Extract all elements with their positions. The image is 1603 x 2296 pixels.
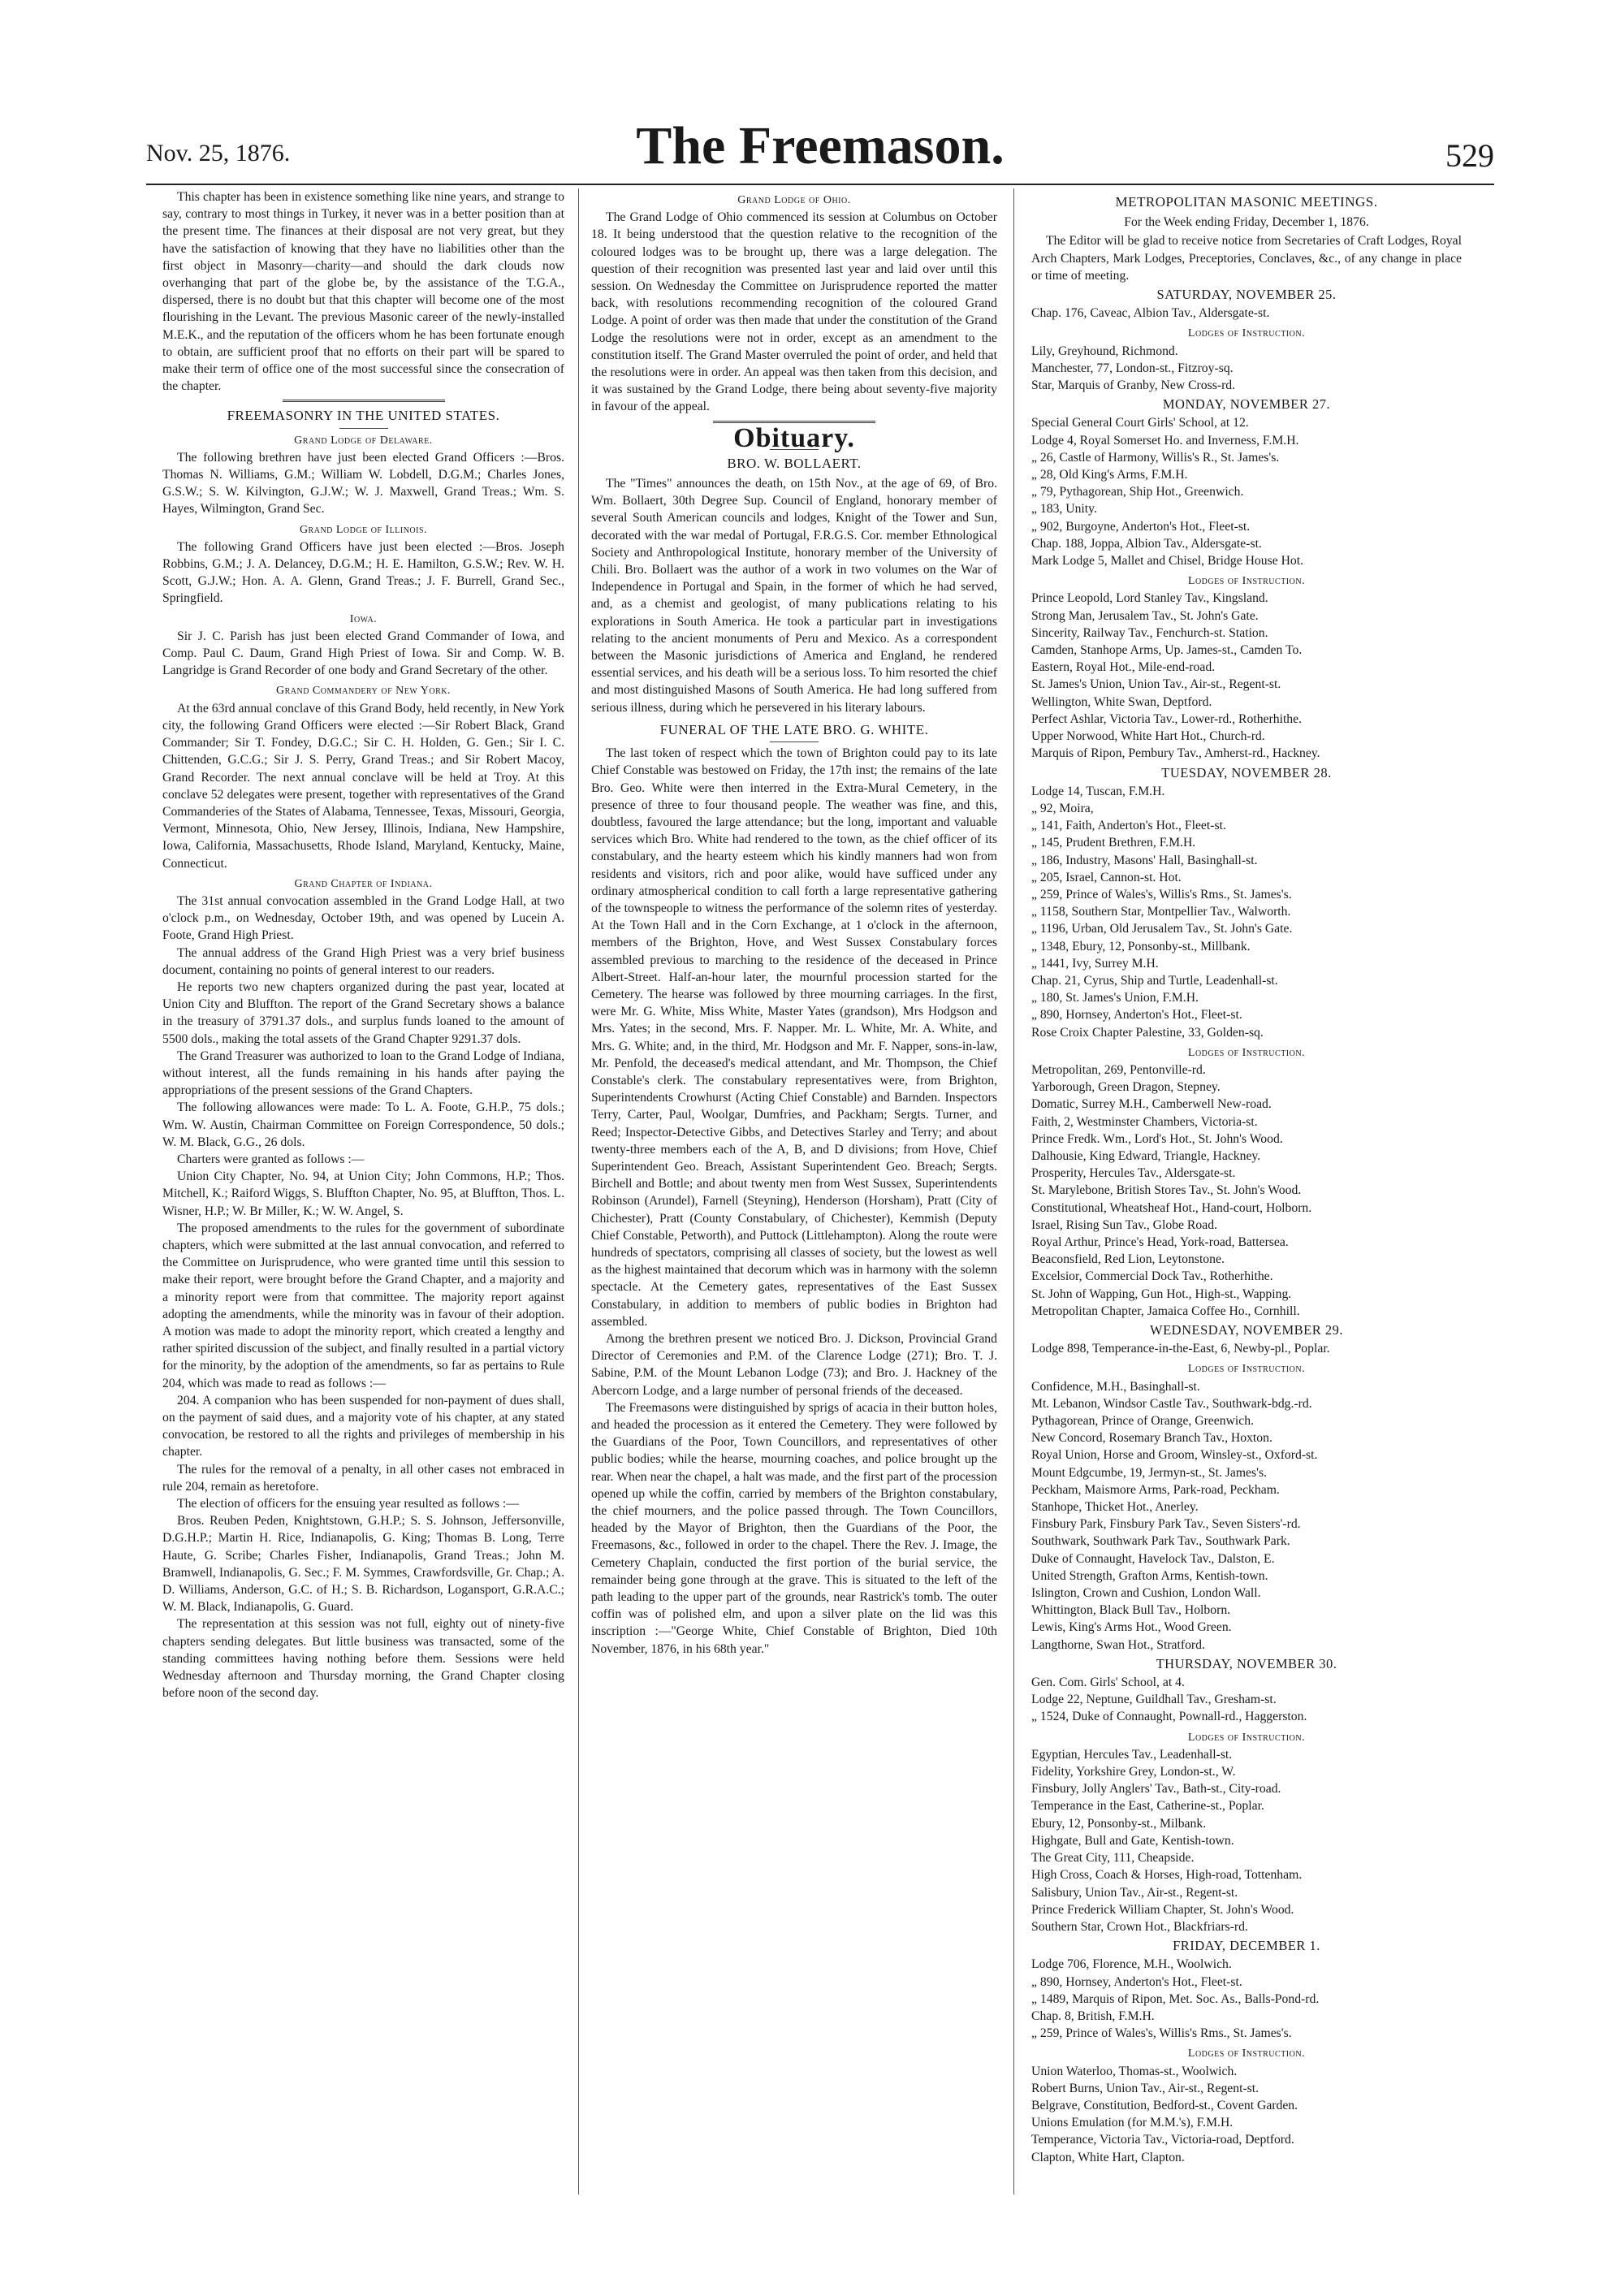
lodges-of-instruction-label: Lodges of Instruction. <box>1187 327 1306 340</box>
instruction-list <box>1031 343 1462 395</box>
column-1 <box>162 188 564 1701</box>
article-paragraph: The following allowances were made: To L. A. Foote, G.H.P., 75 dols.; Wm. W. Austin, Chairman Committee on Foreign Correspondence, 50 dols.; W. M. Black, G.G., 26 dols. <box>162 1100 564 1149</box>
meeting-entry: „ 1441, Ivy, Surrey M.H. <box>1031 956 1159 971</box>
meeting-entry: The Great City, 111, Cheapside. <box>1031 1851 1195 1866</box>
subheading-new-york: Grand Commandery of New York. <box>275 685 452 698</box>
meeting-entry: Mark Lodge 5, Mallet and Chisel, Bridge House Hot. <box>1031 554 1304 569</box>
subheading-illinois: Grand Lodge of Illinois. <box>299 523 428 536</box>
instruction-list <box>1031 590 1462 762</box>
editor-note: The Editor will be glad to receive notice from Secretaries of Craft Lodges, Royal Arch Chapters, Mark Lodges, Preceptories, Conclaves, &c., of any change in place or time of meeting. <box>1031 234 1462 283</box>
meeting-entry: Southern Star, Crown Hot., Blackfriars-rd. <box>1031 1919 1248 1934</box>
meeting-entry: „ 26, Castle of Harmony, Willis's R., St. James's. <box>1031 450 1280 465</box>
meeting-entry: Eastern, Royal Hot., Mile-end-road. <box>1031 660 1216 675</box>
column-rule-1 <box>578 188 579 2194</box>
meeting-entry: Temperance, Victoria Tav., Victoria-road, Deptford. <box>1031 2133 1294 2147</box>
meeting-list <box>1031 305 1462 322</box>
article-paragraph: Sir J. C. Parish has just been elected Grand Commander of Iowa, and Comp. Paul C. Daum, Grand High Priest of Iowa. Sir and Comp. W. B. Langridge is Grand Recorder of one body and Grand Secretary of the other. <box>162 629 564 678</box>
meeting-entry: Israel, Rising Sun Tav., Globe Road. <box>1031 1217 1217 1232</box>
meeting-entry: Stanhope, Thicket Hot., Anerley. <box>1031 1500 1199 1515</box>
article-paragraph: The election of officers for the ensuing year resulted as follows :— <box>177 1497 519 1511</box>
meeting-entry: „ 205, Israel, Cannon-st. Hot. <box>1031 870 1182 884</box>
meeting-entry: Excelsior, Commercial Dock Tav., Rotherhithe. <box>1031 1269 1273 1284</box>
meeting-entry: Lodge 898, Temperance-in-the-East, 6, Newby-pl., Poplar. <box>1031 1342 1330 1356</box>
meeting-entry: United Strength, Grafton Arms, Kentish-town. <box>1031 1568 1268 1583</box>
meeting-entry: Faith, 2, Westminster Chambers, Victoria-st. <box>1031 1114 1258 1129</box>
day-heading-monday: MONDAY, NOVEMBER 27. <box>1162 396 1331 413</box>
article-paragraph: The Grand Lodge of Ohio commenced its session at Columbus on October 18. It being understood that the question relative to the recognition of the coloured lodges was to be brought up, there was a large delegation. The question of their recognition was presented last year and laid over until this session. On Wednesday the Committee on Jurisprudence reported the matter back, with resolutions recommending recognition of the coloured Grand Lodge. A point of order was then made that under the constitution of the Grand Lodge the resolutions were not in order, except as an amendment to the constitution itself. The Grand Master overruled the point of order, and held that the resolutions were in order. An appeal was then taken from this decision, and it was sustained by the Grand Lodge, there being about seventy-five majority in favour of the appeal. <box>591 210 997 414</box>
section-rule <box>283 400 445 402</box>
instruction-list <box>1031 1062 1462 1320</box>
instruction-list <box>1031 1746 1462 1935</box>
day-heading-saturday: SATURDAY, NOVEMBER 25. <box>1156 287 1337 303</box>
subheading-iowa: Iowa. <box>349 612 378 625</box>
meeting-entry: Robert Burns, Union Tav., Air-st., Regent-st. <box>1031 2081 1260 2095</box>
meeting-entry: Highgate, Bull and Gate, Kentish-town. <box>1031 1833 1234 1848</box>
meeting-entry: Royal Arthur, Prince's Head, York-road, Battersea. <box>1031 1234 1289 1249</box>
meeting-entry: Clapton, White Hart, Clapton. <box>1031 2150 1185 2164</box>
meeting-entry: Domatic, Surrey M.H., Camberwell New-road. <box>1031 1097 1272 1112</box>
article-paragraph: The following Grand Officers have just been elected :—Bros. Joseph Robbins, G.M.; J. A. Delancey, D.G.M.; H. E. Hamilton, G.S.W.; Rev. W. H. Scott, G.J.W.; Hon. A. A. Glenn, Grand Treas.; J. F. Burrell, Grand Sec., Springfield. <box>162 539 564 606</box>
meeting-entry: Southwark, Southwark Park Tav., Southwark Park. <box>1031 1534 1290 1549</box>
column-2 <box>591 188 997 1658</box>
meeting-entry: Camden, Stanhope Arms, Up. James-st., Camden To. <box>1031 643 1303 658</box>
lodges-of-instruction-label: Lodges of Instruction. <box>1187 1731 1306 1744</box>
article-paragraph: The following brethren have just been elected Grand Officers :—Bros. Thomas N. Williams, G.M.; William W. Lobdell, D.G.M.; Charles Jones, G.S.W.; S. W. Kilvington, G.J.W.; W. J. Maxwell, Grand Treas.; Wm. S. Hayes, Wilmington, Grand Sec. <box>162 450 564 517</box>
article-paragraph: Bros. Reuben Peden, Knightstown, G.H.P.; S. S. Johnson, Jeffersonville, D.G.H.P.; Martin H. Rice, Indianapolis, G. King; Thomas B. Long, Terre Haute, G. Scribe; Charles Fisher, Indianapolis, Grand Treas.; John M. Bramwell, Indianapolis, G. Sec.; F. M. Symmes, Crawfordsville, Gr. Chap.; A. D. Williams, Anderson, G.C. of H.; S. B. Richardson, Logansport, G.R.A.C.; W. M. Black, Indianapolis, G. Guard. <box>162 1514 564 1615</box>
article-paragraph: The "Times" announces the death, on 15th Nov., at the age of 69, of Bro. Wm. Bollaert, 30th Degree Sup. Council of England, honorary member of several South American councils and lodges, Knight of the Tower and Sun, decorated with the war medal of Portugal, F.R.G.S. Cor. member Ethnological Society and Anthropological Institute, honorary member of the University of Chili. Bro. Bollaert was the author of a work in two volumes on the War of Independence in Portugal and Spain, in the former of which he had served, and, as a chemist and geologist, of many publications relating to his explorations in South America. He took a particular part in investigations relating to the ancient monuments of Peru and Mexico. As a correspondent between the Masonic jurisdictions of America and England, he rendered essential services, and his death will be a serious loss. To him resorted the chief and most distinguished Masons of South America. He had long suffered from serious illness, during which he persevered in his literary labours. <box>591 477 997 715</box>
meeting-entry: Confidence, M.H., Basinghall-st. <box>1031 1379 1200 1394</box>
meeting-entry: „ 28, Old King's Arms, F.M.H. <box>1031 468 1188 482</box>
masthead-rule <box>146 184 1494 185</box>
meeting-entry: New Concord, Rosemary Branch Tav., Hoxton. <box>1031 1431 1272 1446</box>
lodges-of-instruction-label: Lodges of Instruction. <box>1187 2047 1306 2060</box>
instruction-list <box>1031 1378 1462 1654</box>
issue-date: Nov. 25, 1876. <box>146 140 291 166</box>
article-paragraph: Union City Chapter, No. 94, at Union City; John Commons, H.P.; Thos. Mitchell, K.; Raiford Wiggs, S. Bluffton Chapter, No. 95, at Bluffton, Thos. L. Wisner, H.P.; W. Br Miller, K.; W. W. Angel, S. <box>162 1170 564 1218</box>
meeting-entry: Dalhousie, King Edward, Triangle, Hackney. <box>1031 1148 1261 1163</box>
article-paragraph: The 31st annual convocation assembled in the Grand Lodge Hall, at two o'clock p.m., on Wednesday, October 19th, and was opened by Lucein A. Foote, Grand High Priest. <box>162 893 564 943</box>
meeting-entry: „ 890, Hornsey, Anderton's Hot., Fleet-st. <box>1031 1008 1242 1023</box>
meeting-entry: St. James's Union, Union Tav., Air-st., Regent-st. <box>1031 677 1281 692</box>
meeting-list <box>1031 1674 1462 1726</box>
meeting-entry: Gen. Com. Girls' School, at 4. <box>1031 1676 1185 1690</box>
meeting-entry: „ 145, Prudent Brethren, F.M.H. <box>1031 836 1196 850</box>
meeting-entry: Langthorne, Swan Hot., Stratford. <box>1031 1637 1205 1652</box>
meeting-entry: „ 186, Industry, Masons' Hall, Basinghall-st. <box>1031 853 1258 867</box>
meeting-entry: Special General Court Girls' School, at 12. <box>1031 416 1249 430</box>
article-heading-funeral: FUNERAL OF THE LATE BRO. G. WHITE. <box>659 721 929 737</box>
meeting-list <box>1031 783 1462 1041</box>
meetings-heading: METROPOLITAN MASONIC MEETINGS. <box>1115 194 1378 210</box>
meeting-entry: Prince Leopold, Lord Stanley Tav., Kingsland. <box>1031 591 1268 606</box>
obituary-heading: Obituary. <box>733 422 855 453</box>
meeting-entry: „ 183, Unity. <box>1031 502 1097 517</box>
meeting-entry: Rose Croix Chapter Palestine, 33, Golden-sq. <box>1031 1025 1264 1040</box>
meeting-entry: High Cross, Coach & Horses, High-road, Tottenham. <box>1031 1868 1303 1883</box>
article-paragraph: Charters were granted as follows :— <box>177 1152 365 1166</box>
day-heading-thursday: THURSDAY, NOVEMBER 30. <box>1156 1655 1337 1671</box>
meeting-entry: Wellington, White Swan, Deptford. <box>1031 694 1212 709</box>
meeting-entry: Unions Emulation (for M.M.'s), F.M.H. <box>1031 2116 1234 2130</box>
meeting-entry: Chap. 176, Caveac, Albion Tav., Aldersgate-st. <box>1031 306 1270 321</box>
article-heading-us: FREEMASONRY IN THE UNITED STATES. <box>227 408 500 424</box>
article-paragraph: 204. A companion who has been suspended for non-payment of dues shall, on the payment of said dues, and a majority vote of his chapter, at any stated convocation, be restored to all the rights and privileges of membership in his chapter. <box>162 1393 564 1459</box>
article-paragraph: The annual address of the Grand High Priest was a very brief business document, containing no points of general interest to our readers. <box>162 945 564 977</box>
meeting-entry: Duke of Connaught, Havelock Tav., Dalston, E. <box>1031 1551 1275 1566</box>
meeting-entry: „ 1524, Duke of Connaught, Pownall-rd., Haggerston. <box>1031 1710 1307 1724</box>
meeting-entry: Chap. 21, Cyrus, Ship and Turtle, Leadenhall-st. <box>1031 973 1278 988</box>
article-paragraph: The proposed amendments to the rules for the government of subordinate chapters, which were submitted at the last annual convocation, and referred to the Committee on Jurisprudence, who were granted time until this session to make their report, were brought before the Grand Chapter, and a majority and a minority report were from that committee. The majority report against adopting the amendments, while the minority was in favour of their adoption. A motion was made to adopt the minority report, which created a lengthy and rather spirited discussion of the subject, and finally resulted in a partial victory for the minority, by the adoption of the amendments, so far as pertains to Rule 204, which was made to read as follows :— <box>162 1221 564 1390</box>
instruction-list <box>1031 2063 1462 2166</box>
meeting-entry: „ 259, Prince of Wales's, Willis's Rms., St. James's. <box>1031 887 1292 902</box>
meeting-entry: St. John of Wapping, Gun Hot., High-st., Wapping. <box>1031 1286 1292 1301</box>
page-number: 529 <box>1445 137 1494 174</box>
meetings-subheading: For the Week ending Friday, December 1, 1876. <box>1124 215 1369 230</box>
meeting-entry: Whittington, Black Bull Tav., Holborn. <box>1031 1603 1231 1618</box>
subheading-indiana: Grand Chapter of Indiana. <box>294 877 433 890</box>
meeting-entry: „ 1158, Southern Star, Montpellier Tav., Walworth. <box>1031 905 1291 919</box>
meeting-entry: Peckham, Maismore Arms, Park-road, Peckham. <box>1031 1482 1280 1497</box>
day-heading-tuesday: TUESDAY, NOVEMBER 28. <box>1161 764 1332 780</box>
newspaper-title: The Freemason. <box>636 116 1005 175</box>
lodges-of-instruction-label: Lodges of Instruction. <box>1187 1046 1306 1059</box>
meeting-entry: Lewis, King's Arms Hot., Wood Green. <box>1031 1620 1232 1635</box>
meeting-entry: „ 1489, Marquis of Ripon, Met. Soc. As., Balls-Pond-rd. <box>1031 1991 1320 2006</box>
meeting-list <box>1031 1956 1462 2042</box>
meeting-entry: Prince Frederick William Chapter, St. John's Wood. <box>1031 1902 1294 1917</box>
meeting-entry: Islington, Crown and Cushion, London Wall. <box>1031 1586 1261 1601</box>
meeting-entry: „ 92, Moira, <box>1031 801 1094 815</box>
article-heading-bollaert: BRO. W. BOLLAERT. <box>727 455 862 471</box>
meeting-entry: Ebury, 12, Ponsonby-st., Milbank. <box>1031 1816 1207 1831</box>
meeting-entry: Royal Union, Horse and Groom, Winsley-st., Oxford-st. <box>1031 1448 1318 1463</box>
meeting-entry: Metropolitan, 269, Pentonville-rd. <box>1031 1062 1206 1077</box>
lodges-of-instruction-label: Lodges of Instruction. <box>1187 1363 1306 1376</box>
meeting-entry: „ 259, Prince of Wales's, Willis's Rms., St. James's. <box>1031 2026 1292 2041</box>
meeting-entry: Finsbury Park, Finsbury Park Tav., Seven Sisters'-rd. <box>1031 1517 1301 1532</box>
meeting-entry: Chap. 188, Joppa, Albion Tav., Aldersgate-st. <box>1031 536 1262 551</box>
divider <box>339 428 388 429</box>
meeting-entry: Finsbury, Jolly Anglers' Tav., Bath-st., City-road. <box>1031 1782 1281 1797</box>
meeting-entry: Sincerity, Railway Tav., Fenchurch-st. Station. <box>1031 625 1268 640</box>
subheading-delaware: Grand Lodge of Delaware. <box>294 434 433 447</box>
article-paragraph: He reports two new chapters organized during the past year, located at Union City and Bluffton. The report of the Grand Secretary shows a balance in the treasury of 3791.37 dols., and surplus funds loaned to the amount of 5500 dols., making the total assets of the Grand Chapter 9291.37 dols. <box>162 979 564 1046</box>
meeting-entry: Fidelity, Yorkshire Grey, London-st., W. <box>1031 1765 1236 1779</box>
article-paragraph: The last token of respect which the town of Brighton could pay to its late Chief Constable was bestowed on Friday, the 17th inst; the remains of the late Bro. Geo. White were then interred in the Extra-Mural Cemetery, in the presence of three to four thousand people. The weather was fine, and this, doubtless, favoured the large attendance; but the long, important and valuable services which Bro. White had rendered to the town, as the chief officer of its constabulary, and the hearty esteem which his kindly manners had won from residents and visitors, rich and poor alike, would have sufficed under any ordinary atmospherical condition to call forth a large representative gathering of the townspeople to witness the performance of the solemn rites of yesterday. At the Town Hall and in the Corn Exchange, at 1 o'clock in the afternoon, members of the Brighton, Hove, and West Sussex Constabulary forces assembled previous to marching to the residence of the deceased in Prince Albert-Street. Half-an-hour later, the mournful procession started for the Cemetery. The hearse was followed by three mourning carriages. In the first, were Mr. G. White, Miss White, Master Yates (grandson), Mrs Hodgson and Mrs. Yates; in the second, Mrs. F. Napper. Mr. L. White, Mr. A. White, and Mrs. G. White; and, in the third, Mr. Hodgson and Mr. F. Napper, sons-in-law, Mr. Penfold, the deceased's medical attendant, and Mr. Thompson, the Chief Constable's clerk. The constabulary representatives were, from Brighton, Superintendents Crowhurst (Acting Chief Constable) and Barnden. Inspectors Terry, Carter, Paul, Woolgar, Dumfries, and Packham; Sergts. Turner, and Reed; Inspector-Detective Gibbs, and Detectives Starley and Terry; and about twenty-three members each of the A, B, and D divisions; from Hove, Chief Superintendent Geo. Breach, Assistant Superintendent Geo. Breach; Sergts. Birchell and Bottle; and about twenty men from West Sussex, Superintendents Robinson (Arundel), Farnell (Steyning), Henderson (Horsham), Pratt (City of Chichester), Pratt (County Constabulary, of Chichester), Kemmish (Deputy Chief Constable, Petworth), and Puttock (Littlehampton). Along the route were hundreds of spectators, comprising all classes of society, but the lowest as well as the highest maintained that decorum which was in harmony with the solemn spectacle. At the Cemetery gates, representatives of the East Sussex Constabulary, in addition to members of public bodies in Brighton had assembled. <box>591 746 997 1329</box>
meeting-entry: „ 890, Hornsey, Anderton's Hot., Fleet-st. <box>1031 1974 1242 1989</box>
meeting-list <box>1031 1340 1462 1357</box>
meeting-entry: Belgrave, Constitution, Bedford-st., Covent Garden. <box>1031 2098 1298 2112</box>
article-paragraph: The representation at this session was not full, eighty out of ninety-five chapters sending delegates. But little business was transacted, some of the standing committees having nothing before them. Sessions were held Wednesday afternoon and Thursday morning, the Grand Chapter closing before noon of the second day. <box>162 1617 564 1701</box>
article-paragraph: The rules for the removal of a penalty, in all other cases not embraced in rule 204, remain as heretofore. <box>162 1462 564 1494</box>
meeting-entry: Lodge 22, Neptune, Guildhall Tav., Gresham-st. <box>1031 1693 1277 1707</box>
article-paragraph: Among the brethren present we noticed Bro. J. Dickson, Provincial Grand Director of Ceremonies and P.M. of the Clarence Lodge (271); Bro. T. J. Sabine, P.M. of the Mount Lebanon Lodge (73); and Bro. J. Hackney of the Abercorn Lodge, and a large number of personal friends of the deceased. <box>591 1332 997 1398</box>
meeting-entry: „ 1348, Ebury, 12, Ponsonby-st., Millbank. <box>1031 939 1251 953</box>
meeting-entry: St. Marylebone, British Stores Tav., St. John's Wood. <box>1031 1183 1302 1198</box>
meeting-entry: „ 141, Faith, Anderton's Hot., Fleet-st. <box>1031 819 1226 833</box>
day-heading-friday: FRIDAY, DECEMBER 1. <box>1173 1938 1320 1954</box>
meeting-entry: Marquis of Ripon, Pembury Tav., Amherst-rd., Hackney. <box>1031 746 1320 761</box>
meeting-entry: Prince Fredk. Wm., Lord's Hot., St. John's Wood. <box>1031 1131 1283 1146</box>
meeting-entry: Strong Man, Jerusalem Tav., St. John's Gate. <box>1031 608 1259 623</box>
meeting-list <box>1031 414 1462 569</box>
meeting-entry: Upper Norwood, White Hart Hot., Church-rd. <box>1031 729 1265 744</box>
meeting-entry: Perfect Ashlar, Victoria Tav., Lower-rd., Rotherhithe. <box>1031 711 1303 726</box>
meeting-entry: Star, Marquis of Granby, New Cross-rd. <box>1031 378 1236 393</box>
meeting-entry: Manchester, 77, London-st., Fitzroy-sq. <box>1031 361 1234 375</box>
subheading-ohio: Grand Lodge of Ohio. <box>737 194 851 206</box>
meeting-entry: Yarborough, Green Dragon, Stepney. <box>1031 1080 1221 1095</box>
meeting-entry: Beaconsfield, Red Lion, Leytonstone. <box>1031 1252 1225 1267</box>
meeting-entry: Mt. Lebanon, Windsor Castle Tav., Southwark-bdg.-rd. <box>1031 1396 1312 1411</box>
meeting-entry: Lily, Greyhound, Richmond. <box>1031 344 1178 358</box>
meeting-entry: Union Waterloo, Thomas-st., Woolwich. <box>1031 2064 1238 2078</box>
meeting-entry: „ 1196, Urban, Old Jerusalem Tav., St. John's Gate. <box>1031 922 1293 936</box>
article-paragraph: The Grand Treasurer was authorized to loan to the Grand Lodge of Indiana, without interest, all the funds remaining in his hands after paying the appropriations of the present sessions of the Grand Chapters. <box>162 1049 564 1098</box>
meeting-entry: „ 902, Burgoyne, Anderton's Hot., Fleet-st. <box>1031 519 1251 534</box>
article-paragraph: At the 63rd annual conclave of this Grand Body, held recently, in New York city, the following Grand Officers were elected :—Sir Robert Black, Grand Commander; Sir T. Fondey, D.G.C.; Sir C. H. Holden, G. Gen.; Sir I. C. Chittenden, G.C.G.; Sir J. S. Perry, Grand Treas.; and Sir Robert Macoy, Grand Recorder. The next annual conclave will be held at Troy. At this conclave 52 delegates were present, together with representatives of the Grand Commanderies of the States of Alabama, Tennessee, Texas, Missouri, Georgia, Vermont, Minnesota, Ohio, New Jersey, Illinois, Indiana, New Hampshire, Iowa, California, Massachusetts, Rhode Island, Maryland, Kentucky, Maine, Connecticut. <box>162 701 564 871</box>
article-paragraph: This chapter has been in existence something like nine years, and strange to say, contrary to most things in Turkey, it never was in a better position than at the present time. The finances at their disposal are not very great, but they have the satisfaction of knowing that they have no liabilities other than the first object in Masonry—charity—and should the dark clouds now overhanging that part of the globe be, by the assistance of the T.G.A., dispersed, there is no doubt but that this chapter will become one of the most flourishing in the Levant. The previous Masonic career of the newly-installed M.E.K., and the reputation of the officers whom he has been fortunate enough to obtain, are sufficient proof that no efforts on their part will be spared to make their term of office one of the most successful since the consecration of the chapter. <box>162 190 564 394</box>
meeting-entry: Salisbury, Union Tav., Air-st., Regent-st. <box>1031 1885 1238 1900</box>
meeting-entry: Temperance in the East, Catherine-st., Poplar. <box>1031 1799 1264 1814</box>
meeting-entry: Egyptian, Hercules Tav., Leadenhall-st. <box>1031 1747 1233 1762</box>
meeting-entry: Lodge 4, Royal Somerset Ho. and Inverness, F.M.H. <box>1031 433 1299 448</box>
meeting-entry: Chap. 8, British, F.M.H. <box>1031 2008 1155 2023</box>
meeting-entry: Constitutional, Wheatsheaf Hot., Hand-court, Holborn. <box>1031 1200 1312 1215</box>
day-heading-wednesday: WEDNESDAY, NOVEMBER 29. <box>1150 1322 1343 1338</box>
meeting-entry: „ 79, Pythagorean, Ship Hot., Greenwich. <box>1031 485 1244 499</box>
meeting-entry: Pythagorean, Prince of Orange, Greenwich. <box>1031 1414 1254 1429</box>
article-paragraph: The Freemasons were distinguished by sprigs of acacia in their button holes, and headed the procession as it entered the Cemetery. They were followed by the Guardians of the Poor, Town Councillors, and representatives of other public bodies; while the hearse, mourning coaches, and police brought up the rear. When near the chapel, a halt was made, and the first part of the procession opened up while the coffin, carried by members of the Brighton constabulary, the chief mourners, and the police passed through. The Town Councillors, headed by the Mayor of Brighton, then the Guardians of the Poor, the Freemasons, &c., followed in order to the chapel. There the Rev. J. Image, the Cemetery Chaplain, conducted the first portion of the burial service, the remainder being gone through at the grave. This is situated to the left of the path leading to the upper part of the grounds, near Rastrick's tomb. The outer coffin was of polished elm, and upon a silver plate on the lid was this inscription :—"George White, Chief Constable of Brighton, Died 10th November, 1876, in his 68th year." <box>591 1400 997 1656</box>
meeting-entry: Mount Edgcumbe, 19, Jermyn-st., St. James's. <box>1031 1465 1267 1480</box>
meeting-entry: Prosperity, Hercules Tav., Aldersgate-st. <box>1031 1166 1236 1181</box>
column-3 <box>1031 188 1462 2166</box>
meeting-entry: Lodge 706, Florence, M.H., Woolwich. <box>1031 1957 1232 1972</box>
meeting-entry: Metropolitan Chapter, Jamaica Coffee Ho., Cornhill. <box>1031 1304 1300 1318</box>
masthead <box>146 116 1494 179</box>
column-rule-2 <box>1013 188 1014 2194</box>
lodges-of-instruction-label: Lodges of Instruction. <box>1187 575 1306 588</box>
meeting-entry: „ 180, St. James's Union, F.M.H. <box>1031 991 1199 1005</box>
meeting-entry: Lodge 14, Tuscan, F.M.H. <box>1031 784 1165 798</box>
